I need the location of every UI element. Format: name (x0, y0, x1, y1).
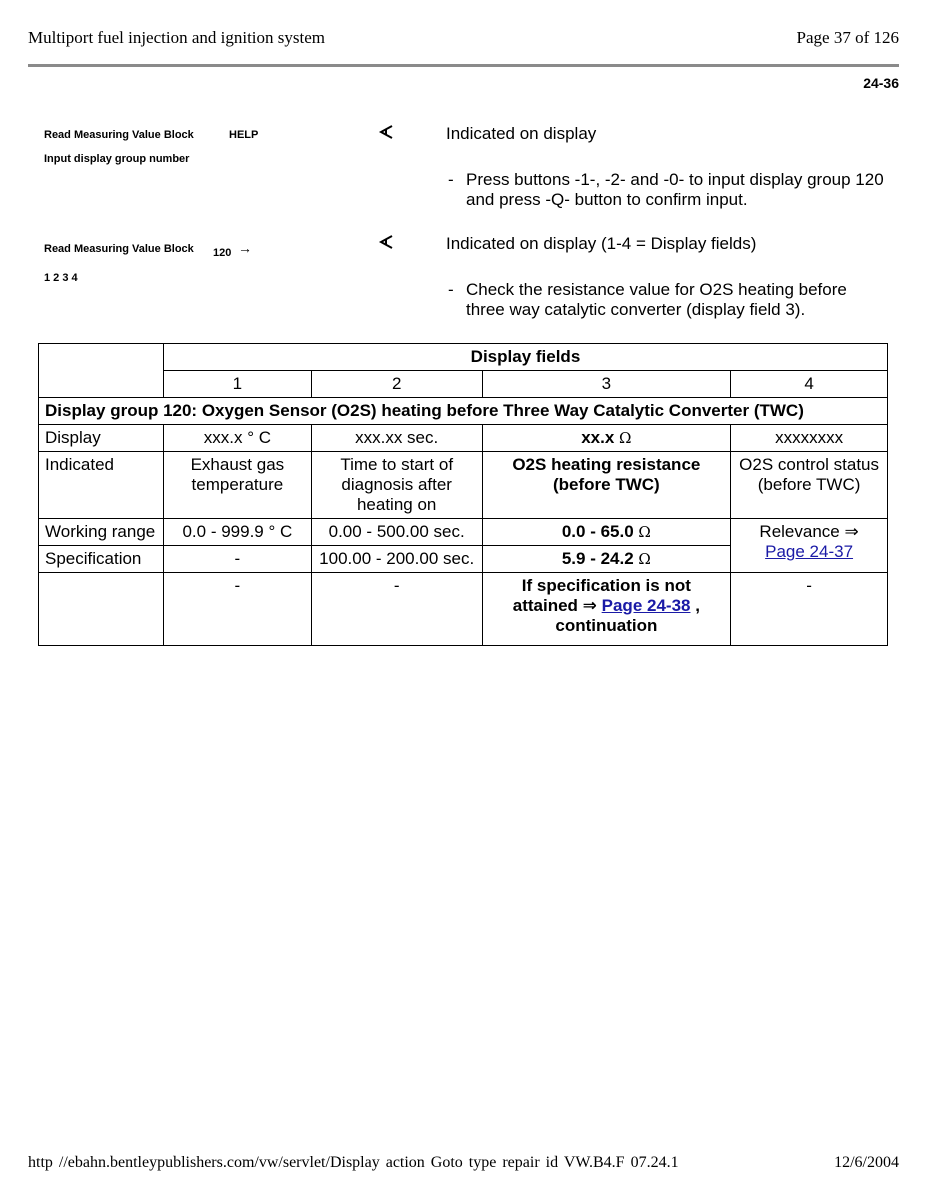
table-cell: 100.00 - 200.00 sec. (311, 546, 482, 573)
table-cell (731, 519, 888, 573)
table-cell: - (731, 573, 888, 646)
display-fields-heading: Display fields (163, 344, 887, 371)
bullet-dash: - (448, 170, 454, 189)
display-group-value: 120 (213, 247, 232, 259)
bullet-text: Check the resistance value for O2S heating before three way catalytic converter (display field 3). (466, 280, 847, 319)
display-arrow: → (238, 240, 252, 256)
table-row (39, 519, 888, 546)
row-label: Working range (39, 519, 164, 546)
table-cell (482, 519, 731, 546)
continuation-text: , continuation (555, 596, 700, 635)
column-header: 2 (311, 371, 482, 398)
ohm-symbol: Ω (619, 429, 632, 447)
bullet-dash: - (448, 280, 454, 299)
display-indicator-icon (378, 124, 394, 140)
display-fields-table (38, 343, 888, 646)
section-page-code: 24-36 (863, 75, 899, 91)
header-rule (28, 64, 899, 67)
display-readout-line1: Read Measuring Value Block (44, 243, 194, 255)
display-readout-line2: Input display group number (44, 153, 190, 165)
display-indicator-icon (378, 234, 394, 250)
table-cell: Time to start of diagnosis after heating on (311, 452, 482, 519)
table-cell (482, 546, 731, 573)
table-cell: - (311, 573, 482, 646)
table-cell: Exhaust gas temperature (163, 452, 311, 519)
instruction-bullet (448, 170, 888, 210)
instruction-bullet (448, 280, 888, 320)
table-cell: 0.0 - 999.9 ° C (163, 519, 311, 546)
table-row (39, 573, 888, 646)
table-cell (482, 425, 731, 452)
row-label: Indicated (39, 452, 164, 519)
instruction-indicated: Indicated on display (1-4 = Display fields) (446, 234, 757, 253)
table-cell (482, 573, 731, 646)
table-cell: O2S heating resistance (before TWC) (482, 452, 731, 519)
display-help-label: HELP (229, 129, 259, 141)
column-header: 3 (482, 371, 731, 398)
cell-value: 0.0 - 65.0 (561, 522, 634, 541)
footer-url: http //ebahn.bentleypublishers.com/vw/servlet/Display action Goto type repair id VW.B4.F 07.24.1 (28, 1154, 679, 1171)
bullet-text: Press buttons -1-, -2- and -0- to input display group 120 and press -Q- button to confirm input. (466, 170, 884, 209)
ohm-symbol: Ω (638, 550, 651, 568)
table-row (39, 452, 888, 519)
footer-date: 12/6/2004 (834, 1154, 899, 1171)
cell-value: 5.9 - 24.2 (561, 549, 634, 568)
table-cell: xxx.xx sec. (311, 425, 482, 452)
row-label: Display (39, 425, 164, 452)
column-number-row (39, 371, 888, 398)
relevance-text: Relevance ⇒ (759, 522, 859, 541)
ohm-symbol: Ω (638, 523, 651, 541)
cell-value: xx.x (581, 428, 615, 447)
column-header: 4 (731, 371, 888, 398)
page-footer (28, 1154, 899, 1172)
row-label: Specification (39, 546, 164, 573)
column-header: 1 (163, 371, 311, 398)
row-label (39, 573, 164, 646)
page-link-24-37[interactable]: Page 24-37 (765, 542, 854, 561)
display-readout-line2: 1 2 3 4 (44, 272, 78, 284)
not-attained-text: If specification is not attained ⇒ (512, 576, 691, 615)
table-cell: xxxxxxxx (731, 425, 888, 452)
document-title: Multiport fuel injection and ignition system (28, 28, 325, 47)
table-header-row (39, 344, 888, 371)
table-cell: 0.00 - 500.00 sec. (311, 519, 482, 546)
group-title-row (39, 398, 888, 425)
table-cell: - (163, 573, 311, 646)
instruction-indicated: Indicated on display (446, 124, 597, 143)
display-readout-line1: Read Measuring Value Block (44, 129, 194, 141)
table-row (39, 425, 888, 452)
page-link-24-38[interactable]: Page 24-38 (601, 596, 691, 615)
display-group-title: Display group 120: Oxygen Sensor (O2S) heating before Three Way Catalytic Converter (TWC) (39, 398, 888, 425)
table-cell: xxx.x ° C (163, 425, 311, 452)
table-cell: O2S control status (before TWC) (731, 452, 888, 519)
table-corner-cell (39, 344, 164, 398)
table-cell: - (163, 546, 311, 573)
page-number: Page 37 of 126 (796, 28, 899, 47)
